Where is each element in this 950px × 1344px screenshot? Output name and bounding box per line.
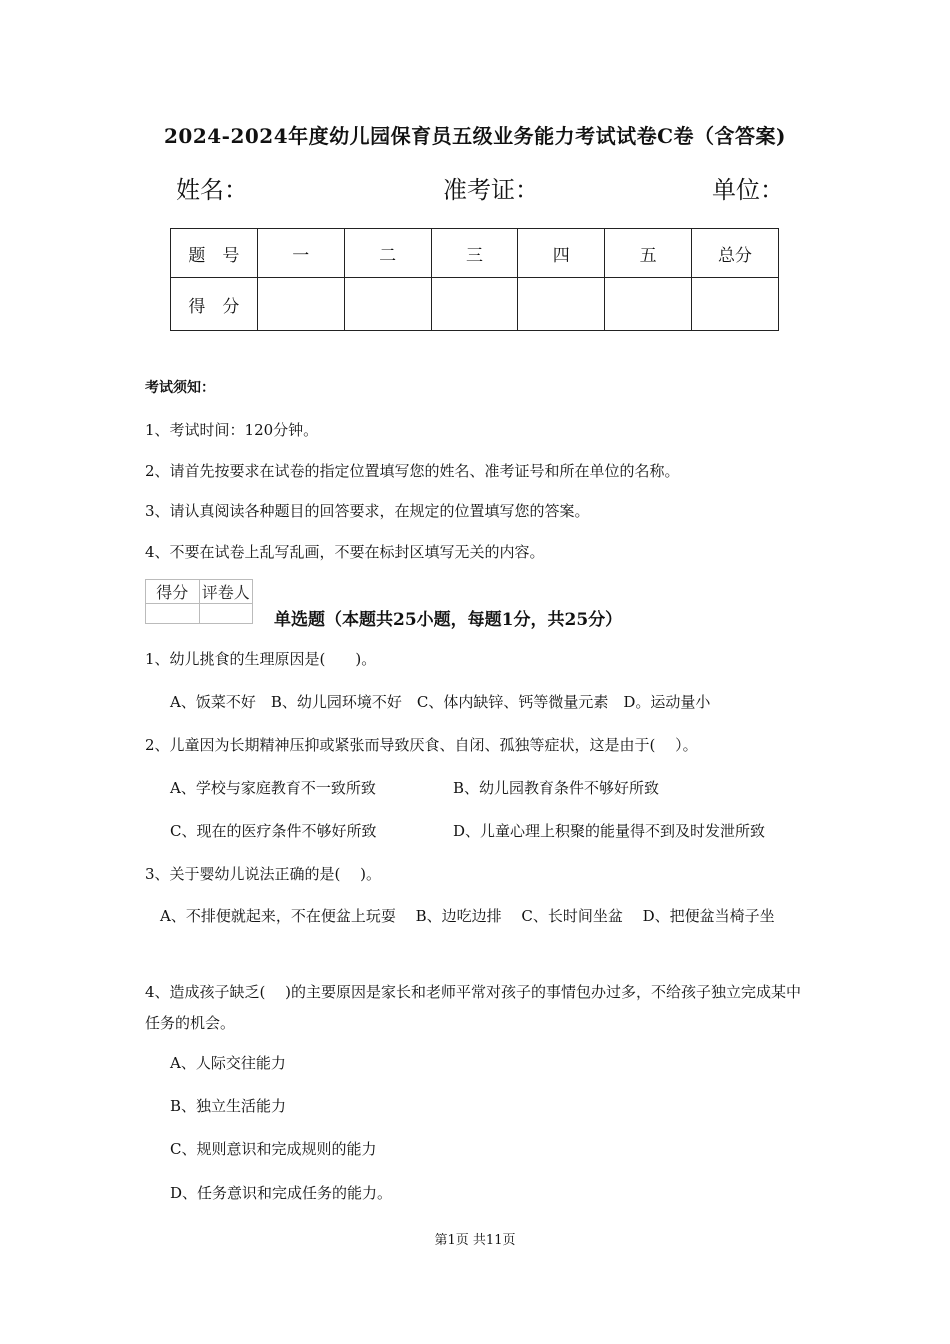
- score-header-cell: 题 号: [171, 229, 258, 278]
- option-a: A、学校与家庭教育不一致所致: [170, 779, 376, 797]
- grader-score-label: 得分: [146, 580, 200, 604]
- exam-id-label: 准考证：: [443, 176, 539, 204]
- option-b: B、幼儿园教育条件不够好所致: [453, 779, 660, 797]
- option-c: C、规则意识和完成规则的能力: [170, 1140, 377, 1158]
- unit-label: 单位：: [712, 176, 784, 204]
- page-footer: 第1页 共11页: [434, 1233, 516, 1248]
- notice-item: 4、不要在试卷上乱写乱画，不要在标封区填写无关的内容。: [145, 543, 545, 561]
- score-header-cell: 四: [518, 229, 605, 278]
- section-title: 单选题（本题共25小题，每题1分，共25分）: [274, 610, 623, 630]
- score-header-cell: 五: [605, 229, 692, 278]
- option-b: B、独立生活能力: [170, 1097, 287, 1115]
- score-table-header-row: [171, 229, 779, 278]
- question-stem: 3、关于婴幼儿说法正确的是( )。: [145, 865, 382, 883]
- grader-box: [145, 579, 253, 624]
- option-a: A、人际交往能力: [170, 1054, 286, 1072]
- score-header-cell: 一: [257, 229, 344, 278]
- option-c: C、现在的医疗条件不够好所致: [170, 822, 377, 840]
- question-options: A、不排便就起来，不在便盆上玩耍 B、边吃边排 C、长时间坐盆 D、把便盆当椅子坐: [145, 907, 775, 925]
- score-cell[interactable]: [257, 278, 344, 331]
- page-title: 2024-2024年度幼儿园保育员五级业务能力考试试卷C卷（含答案): [163, 124, 786, 148]
- notice-item: 3、请认真阅读各种题目的回答要求，在规定的位置填写您的答案。: [145, 502, 590, 520]
- notice-item: 1、考试时间：120分钟。: [145, 421, 319, 439]
- score-cell[interactable]: [518, 278, 605, 331]
- score-table-score-row: [171, 278, 779, 331]
- score-cell[interactable]: [692, 278, 779, 331]
- option-d: D、儿童心理上积聚的能量得不到及时发泄所致: [453, 822, 766, 840]
- notice-title: 考试须知：: [145, 380, 215, 396]
- grader-name-label: 评卷人: [199, 580, 253, 604]
- question-stem: 1、幼儿挑食的生理原因是( )。: [145, 650, 377, 668]
- score-header-cell: 二: [344, 229, 431, 278]
- score-row-label: 得 分: [171, 278, 258, 331]
- score-cell[interactable]: [344, 278, 431, 331]
- name-label: 姓名：: [176, 176, 248, 204]
- score-cell[interactable]: [431, 278, 518, 331]
- option-d: D、任务意识和完成任务的能力。: [170, 1184, 393, 1202]
- grader-score-cell[interactable]: [146, 604, 200, 624]
- grader-name-cell[interactable]: [199, 604, 253, 624]
- score-cell[interactable]: [605, 278, 692, 331]
- score-header-cell: 三: [431, 229, 518, 278]
- question-stem: 4、造成孩子缺乏( )的主要原因是家长和老师平常对孩子的事情包办过多，不给孩子独立完成某中任务的机会。: [145, 983, 802, 1032]
- question-stem: 2、儿童因为长期精神压抑或紧张而导致厌食、自闭、孤独等症状，这是由于( ）。: [145, 736, 698, 754]
- score-table: [170, 228, 779, 331]
- score-header-cell: 总分: [692, 229, 779, 278]
- notice-item: 2、请首先按要求在试卷的指定位置填写您的姓名、准考证号和所在单位的名称。: [145, 462, 680, 480]
- question-options: A、饭菜不好 B、幼儿园环境不好 C、体内缺锌、钙等微量元素 D。运动量小: [170, 693, 711, 711]
